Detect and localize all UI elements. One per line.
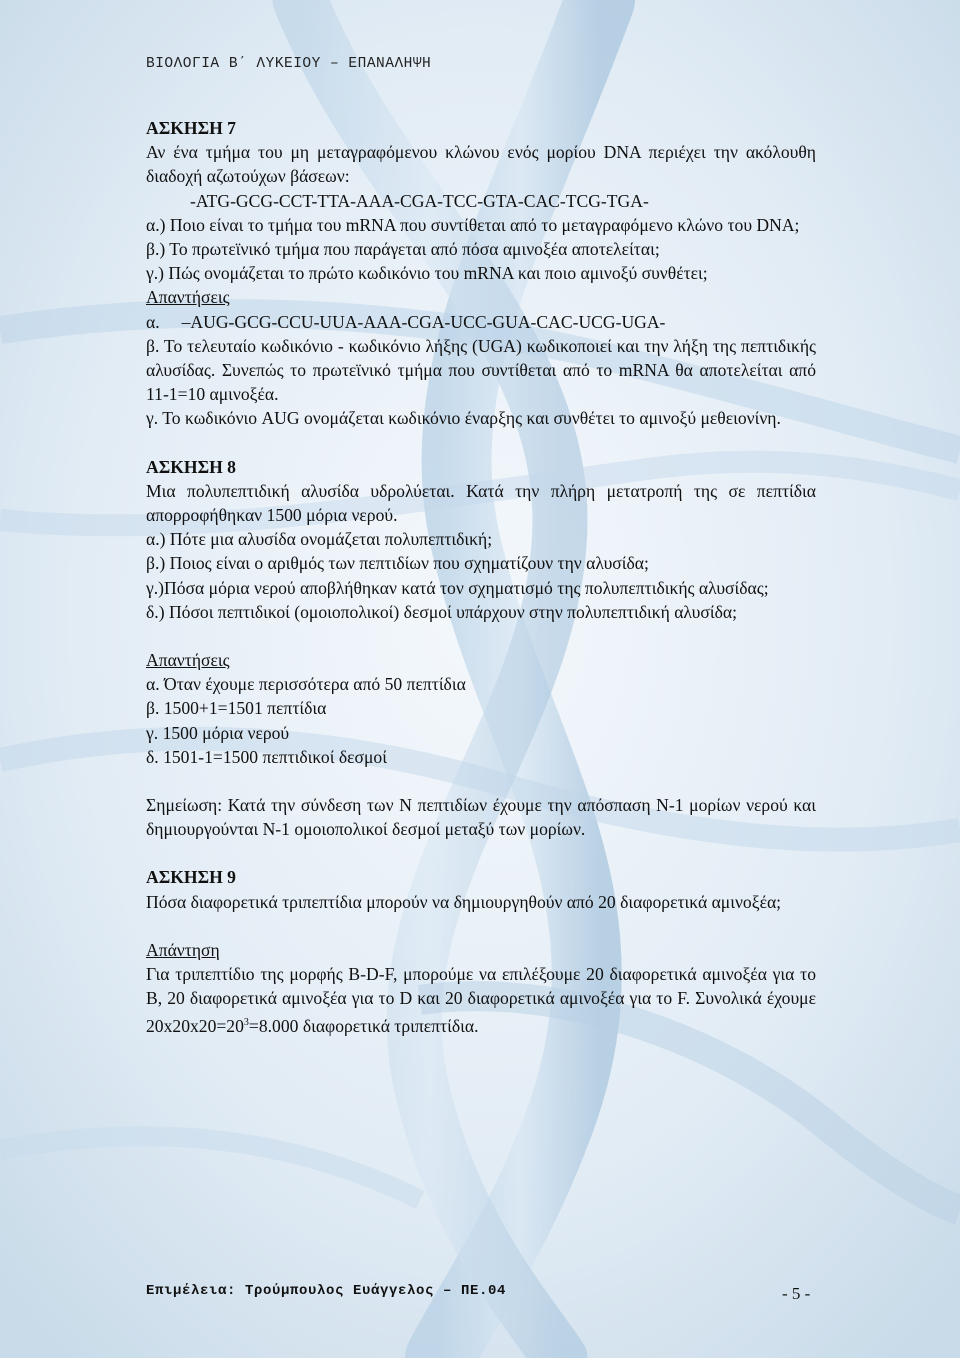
exercise-8-question-a: α.) Πότε μια αλυσίδα ονομάζεται πολυπεπτιδική; xyxy=(146,529,493,550)
answer-text-end: =8.000 διαφορετικά τριπεπτίδια. xyxy=(248,1015,479,1036)
exercise-8-answer-d: δ. 1501-1=1500 πεπτιδικοί δεσμοί xyxy=(146,746,387,767)
exercise-8-intro: Μια πολυπεπτιδική αλυσίδα υδρολύεται. Κατά την πλήρη μετατροπή της σε πεπτίδια απορροφήθηκαν 1500 μόρια νερού. xyxy=(146,480,816,526)
exercise-8-answer-c: γ. 1500 μόρια νερού xyxy=(146,722,290,743)
exercise-7-question-b: β.) Το πρωτεϊνικό τμήμα που παράγεται από πόσα αμινοξέα αποτελείται; xyxy=(146,239,660,260)
exercise-8-question-c: γ.)Πόσα μόρια νερού αποβλήθηκαν κατά τον σχηματισμό της πολυπεπτιδικής αλυσίδας; xyxy=(146,577,769,598)
exercise-8-question-b: β.) Ποιος είναι ο αριθμός των πεπτιδίων που σχηματίζουν την αλυσίδα; xyxy=(146,553,649,574)
exercise-7-answer-a xyxy=(146,310,816,334)
exercise-7-intro: Αν ένα τμήμα του μη μεταγραφόμενου κλώνου ενός μορίου DNA περιέχει την ακόλουθη διαδοχή αζωτούχων βάσεων: xyxy=(146,142,816,187)
exercise-8-question-d: δ.) Πόσοι πεπτιδικοί (ομοιοπολικοί) δεσμοί υπάρχουν στην πολυπεπτιδική αλυσίδα; xyxy=(146,601,737,622)
answer-a-mrna-sequence: –AUG-GCG-CCU-UUA-AAA-CGA-UCC-GUA-CAC-UCG-UGA- xyxy=(181,311,666,332)
exercise-8-note: Σημείωση: Κατά την σύνδεση των Ν πεπτιδίων έχουμε την απόσπαση Ν-1 μορίων νερού και δημιουργούνται Ν-1 ομοιοπολικοί δεσμοί μεταξύ των μορίων. xyxy=(146,795,816,840)
answer-text: Για τριπεπτίδιο της μορφής B-D-F, μπορούμε να επιλέξουμε 20 διαφορετικά αμινοξέα για το B, 20 διαφορετικά αμινοξέα για το D και 20 διαφορετικά αμινοξέα για το F. Συνολικά έχουμε 20x20x20=20 xyxy=(146,964,816,1036)
exercise-9-title: ΑΣΚΗΣΗ 9 xyxy=(146,867,236,888)
page-header: ΒΙΟΛΟΓΙΑ Β΄ ΛΥΚΕΙΟΥ – ΕΠΑΝΑΛΗΨΗ xyxy=(146,56,432,72)
exercise-7-question-a: α.) Ποιο είναι το τμήμα του mRNA που συντίθεται από το μεταγραφόμενο κλώνο του DNA; xyxy=(146,214,800,235)
document-body xyxy=(146,116,816,1038)
exercise-9-answer xyxy=(146,962,816,1037)
page-number: - 5 - xyxy=(782,1284,811,1303)
exercise-7-title: ΑΣΚΗΣΗ 7 xyxy=(146,118,236,138)
exercise-8-answer-a: α. Όταν έχουμε περισσότερα από 50 πεπτίδια xyxy=(146,674,466,695)
exercise-9-question: Πόσα διαφορετικά τριπεπτίδια μπορούν να δημιουργηθούν από 20 διαφορετικά αμινοξέα; xyxy=(146,891,782,912)
exercise-7-answers-label: Απαντήσεις xyxy=(146,287,230,308)
footer-author: Επιμέλεια: Τρούμπουλος Ευάγγελος – ΠΕ.04 xyxy=(146,1283,507,1299)
exercise-7-answer-b: β. Το τελευταίο κωδικόνιο - κωδικόνιο λήξης (UGA) κωδικοποιεί και την λήξη της πεπτιδικής αλυσίδας. Συνεπώς το πρωτεϊνικό τμήμα που συντίθεται από το mRNA θα αποτελείται από 11-1=10 αμινοξέα. xyxy=(146,335,816,405)
exercise-8-answers-label: Απαντήσεις xyxy=(146,650,230,671)
exercise-7-question-c: γ.) Πώς ονομάζεται το πρώτο κωδικόνιο του mRNA και ποιο αμινοξύ συνθέτει; xyxy=(146,263,708,284)
answer-a-prefix: α. xyxy=(146,311,160,332)
exercise-9-answer-label: Απάντηση xyxy=(146,939,220,960)
exercise-8-title: ΑΣΚΗΣΗ 8 xyxy=(146,456,236,477)
exercise-8-answer-b: β. 1500+1=1501 πεπτίδια xyxy=(146,698,327,719)
exercise-7-answer-c: γ. Το κωδικόνιο AUG ονομάζεται κωδικόνιο έναρξης και συνθέτει το αμινοξύ μεθειονίνη. xyxy=(146,408,781,429)
exercise-7-dna-sequence: -ATG-GCG-CCT-TTA-AAA-CGA-TCC-GTA-CAC-TCG-TGA- xyxy=(190,190,649,211)
exponent: 3 xyxy=(243,1016,249,1028)
